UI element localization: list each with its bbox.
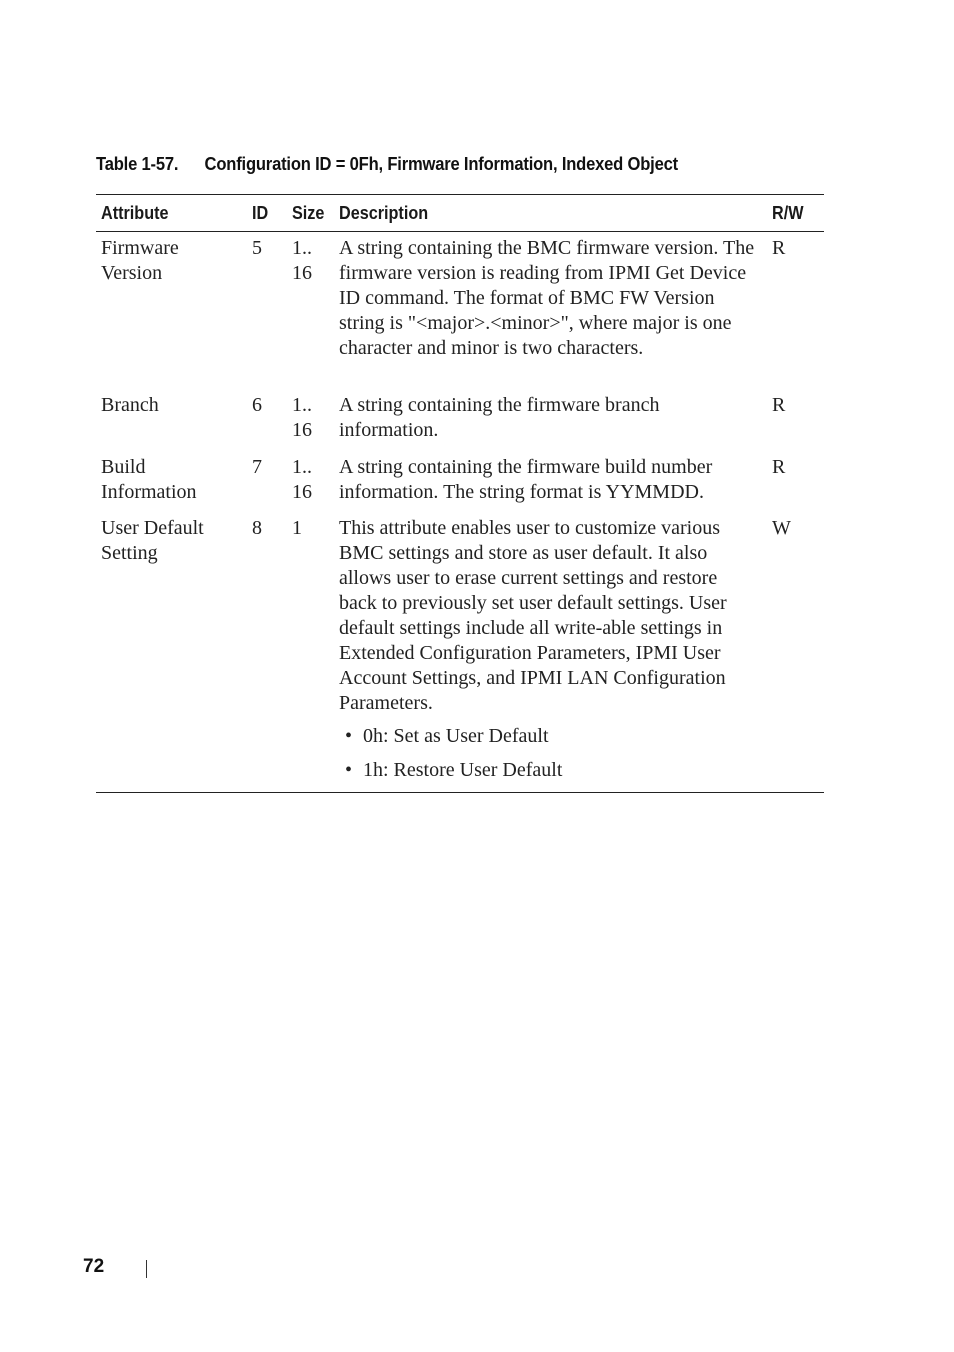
firmware-info-table <box>96 194 824 793</box>
description-text: This attribute enables user to customize various BMC settings and store as user default. It also allows user to erase current settings and restore back to previously set user default settings. User default settings include all write-able settings in Extended Configuration Parameters, IPMI User Account Settings, and IPMI LAN Configuration Parameters. <box>339 517 727 714</box>
cell-description: A string containing the BMC firmware version. The firmware version is reading from IPMI Get Device ID command. The format of BMC FW Version string is "<major>.<minor>", where major is one character and minor is two characters. <box>339 237 755 359</box>
cell-size: 1.. 16 <box>292 237 312 284</box>
page-number: 72 <box>83 1256 105 1277</box>
footer-divider <box>146 1260 147 1278</box>
table-row <box>96 393 824 455</box>
cell-rw: R <box>772 456 786 478</box>
table-row <box>96 232 824 393</box>
cell-size: 1.. 16 <box>292 394 312 441</box>
header-id: ID <box>252 202 269 223</box>
cell-size: 1.. 16 <box>292 456 312 503</box>
cell-id: 8 <box>252 517 262 539</box>
table-number: Table 1-57. <box>96 154 179 174</box>
bullet-item: • 1h: Restore User Default <box>339 758 757 783</box>
cell-size: 1 <box>292 517 302 539</box>
cell-attribute: Branch <box>101 394 159 416</box>
cell-description: A string containing the firmware build number information. The string format is YYMMDD. <box>339 456 713 503</box>
header-size: Size <box>292 202 325 223</box>
table-caption <box>96 154 678 175</box>
cell-attribute: Firmware Version <box>101 237 179 284</box>
cell-rw: W <box>772 517 791 539</box>
cell-attribute: User Default Setting <box>101 517 204 564</box>
bullet-item: • 0h: Set as User Default <box>339 724 757 749</box>
header-rw: R/W <box>772 202 804 223</box>
header-attribute: Attribute <box>101 202 169 223</box>
cell-attribute: Build Information <box>101 456 197 503</box>
table-header-row <box>96 195 824 232</box>
cell-description <box>339 516 757 792</box>
cell-id: 6 <box>252 394 262 416</box>
table-row <box>96 516 824 792</box>
cell-id: 5 <box>252 237 262 259</box>
bullet-list <box>339 724 757 783</box>
table-title: Configuration ID = 0Fh, Firmware Information, Indexed Object <box>204 154 678 174</box>
cell-rw: R <box>772 394 786 416</box>
cell-id: 7 <box>252 456 262 478</box>
cell-description: A string containing the firmware branch information. <box>339 394 660 441</box>
cell-rw: R <box>772 237 786 259</box>
header-description: Description <box>339 202 429 223</box>
table-row <box>96 455 824 516</box>
